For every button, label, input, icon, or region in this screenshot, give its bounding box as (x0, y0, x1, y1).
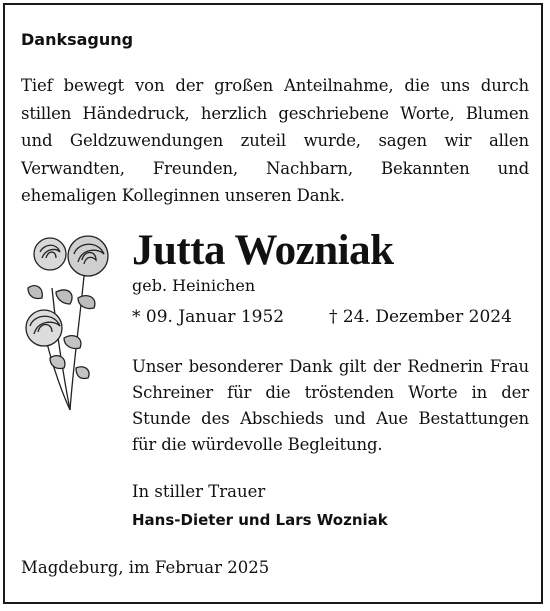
deceased-name: Jutta Wozniak (132, 227, 394, 274)
intro-text: Tief bewegt von der großen Anteilnahme, die uns durch stillen Händedruck, herzlich geschriebene Worte, Blumen und Geldzuwendungen zuteil wurde, sagen wir allen Verwandten, Freunden, Nachbarn, Bekannten und ehemaligen Kolleginnen unseren Dank. (21, 76, 529, 205)
roses-icon (22, 228, 116, 416)
birth-date: * 09. Januar 1952 (132, 307, 285, 327)
death-date: † 24. Dezember 2024 (329, 307, 512, 327)
mourning-line: In stiller Trauer (132, 482, 266, 501)
maiden-name: geb. Heinichen (132, 276, 256, 295)
special-thanks-text: Unser besonderer Dank gilt der Rednerin Frau Schreiner für die tröstenden Worte in der Stunde des Abschieds und Aue Bestattungen für die würdevolle Begleitung. (132, 357, 529, 454)
family-signature: Hans-Dieter und Lars Wozniak (132, 511, 388, 529)
notice-heading: Danksagung (21, 30, 134, 49)
place-date: Magdeburg, im Februar 2025 (21, 558, 270, 577)
